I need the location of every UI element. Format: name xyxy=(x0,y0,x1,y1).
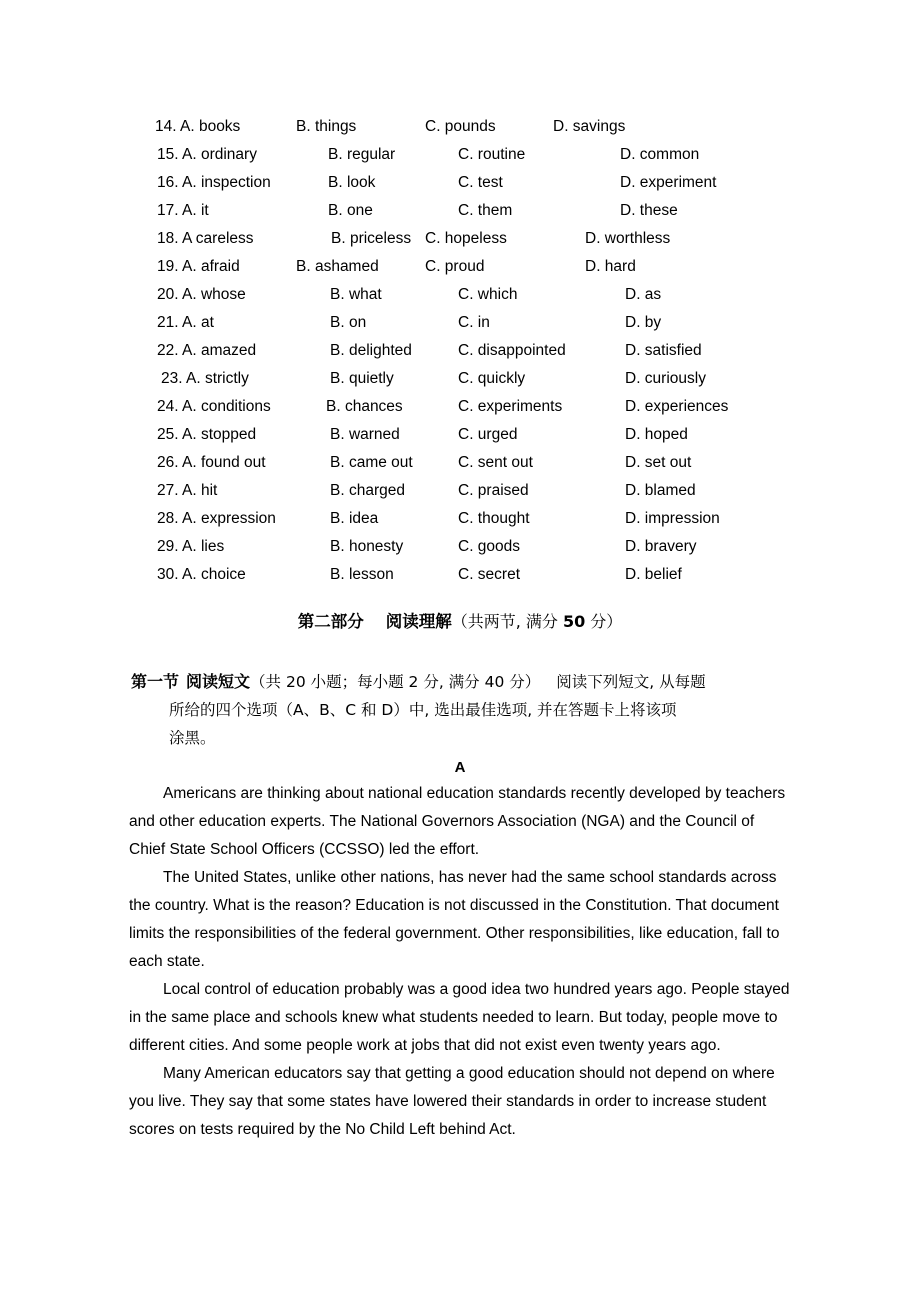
section-one-instructions-line3: 涂黑。 xyxy=(169,729,216,747)
cloze-option-d[interactable]: D. experiences xyxy=(625,398,729,415)
cloze-option-d[interactable]: D. impression xyxy=(625,510,720,527)
cloze-option-row xyxy=(0,141,920,169)
cloze-option-b[interactable]: B. delighted xyxy=(330,342,412,359)
cloze-option-c[interactable]: C. quickly xyxy=(458,370,526,387)
cloze-option-a[interactable]: 23. A. strictly xyxy=(161,370,249,387)
cloze-option-c[interactable]: C. sent out xyxy=(458,454,533,471)
cloze-option-row xyxy=(0,421,920,449)
cloze-option-row xyxy=(0,309,920,337)
section-one-label: 第一节 xyxy=(131,672,180,691)
cloze-option-d[interactable]: D. set out xyxy=(625,454,692,471)
cloze-option-row xyxy=(0,253,920,281)
section-one-instructions-line2: 所给的四个选项（A、B、C 和 D）中, 选出最佳选项, 并在答题卡上将该项 xyxy=(169,701,677,719)
cloze-option-a[interactable]: 14. A. books xyxy=(155,118,241,135)
cloze-option-b[interactable]: B. quietly xyxy=(330,370,394,387)
part-two-paren-close: 分） xyxy=(585,612,623,631)
cloze-option-a[interactable]: 27. A. hit xyxy=(157,482,218,499)
cloze-option-b[interactable]: B. one xyxy=(328,202,373,219)
cloze-option-b[interactable]: B. idea xyxy=(330,510,379,527)
cloze-option-a[interactable]: 19. A. afraid xyxy=(157,258,240,275)
cloze-option-row xyxy=(0,533,920,561)
cloze-option-d[interactable]: D. blamed xyxy=(625,482,696,499)
section-one-scoring: （共 20 小题；每小题 2 分, 满分 40 分） xyxy=(250,673,541,691)
part-two-paren-open: （共两节, 满分 xyxy=(451,612,563,631)
cloze-option-c[interactable]: C. goods xyxy=(458,538,521,555)
cloze-option-b[interactable]: B. came out xyxy=(330,454,413,471)
passage-a-body xyxy=(129,780,792,1144)
cloze-option-b[interactable]: B. regular xyxy=(328,146,396,163)
cloze-option-b[interactable]: B. lesson xyxy=(330,566,394,583)
cloze-option-a[interactable]: 20. A. whose xyxy=(157,286,246,303)
cloze-option-b[interactable]: B. on xyxy=(330,314,367,331)
cloze-option-d[interactable]: D. satisfied xyxy=(625,342,702,359)
cloze-option-d[interactable]: D. curiously xyxy=(625,370,706,387)
cloze-option-d[interactable]: D. by xyxy=(625,314,662,331)
cloze-option-c[interactable]: C. disappointed xyxy=(458,342,566,359)
cloze-option-b[interactable]: B. honesty xyxy=(330,538,404,555)
cloze-option-b[interactable]: B. ashamed xyxy=(296,258,379,275)
cloze-option-c[interactable]: C. urged xyxy=(458,426,518,443)
cloze-option-b[interactable]: B. what xyxy=(330,286,382,303)
part-two-label: 第二部分 xyxy=(297,612,364,631)
cloze-options-list xyxy=(0,113,920,589)
cloze-option-row xyxy=(0,477,920,505)
cloze-option-d[interactable]: D. common xyxy=(620,146,700,163)
cloze-option-c[interactable]: C. pounds xyxy=(425,118,496,135)
cloze-option-a[interactable]: 25. A. stopped xyxy=(157,426,257,443)
cloze-option-row xyxy=(0,505,920,533)
cloze-option-d[interactable]: D. belief xyxy=(625,566,682,583)
cloze-option-c[interactable]: C. in xyxy=(458,314,490,331)
cloze-option-b[interactable]: B. warned xyxy=(330,426,400,443)
cloze-option-a[interactable]: 26. A. found out xyxy=(157,454,266,471)
cloze-option-a[interactable]: 15. A. ordinary xyxy=(157,146,257,163)
cloze-option-a[interactable]: 30. A. choice xyxy=(157,566,246,583)
passage-paragraph: Many American educators say that getting a good education should not depend on where you live. They say that some states have lowered their standards in order to increase student scores on tests required by the No Child Left behind Act. xyxy=(129,1065,775,1138)
passage-paragraph: The United States, unlike other nations, has never had the same school standards across the country. What is the reason? Education is not discussed in the Constitution. That document limits the responsibilities of the federal government. Other responsibilities, like education, fall to each state. xyxy=(129,869,780,970)
cloze-option-b[interactable]: B. chances xyxy=(326,398,403,415)
cloze-option-a[interactable]: 22. A. amazed xyxy=(157,342,257,359)
section-one-title: 阅读短文 xyxy=(186,672,251,691)
passage-a-label: A xyxy=(454,759,466,776)
cloze-option-a[interactable]: 21. A. at xyxy=(157,314,214,331)
cloze-option-c[interactable]: C. experiments xyxy=(458,398,563,415)
cloze-option-a[interactable]: 17. A. it xyxy=(157,202,209,219)
passage-paragraph: Americans are thinking about national education standards recently developed by teachers and other education experts. The National Governors Association (NGA) and the Council of Chief State School Officers (CCSSO) led the effort. xyxy=(129,785,786,858)
cloze-option-c[interactable]: C. them xyxy=(458,202,513,219)
cloze-option-c[interactable]: C. praised xyxy=(458,482,529,499)
cloze-option-c[interactable]: C. routine xyxy=(458,146,526,163)
cloze-option-row xyxy=(0,561,920,589)
cloze-option-row xyxy=(0,281,920,309)
cloze-option-row xyxy=(0,169,920,197)
cloze-option-b[interactable]: B. charged xyxy=(330,482,405,499)
cloze-option-a[interactable]: 24. A. conditions xyxy=(157,398,271,415)
cloze-option-d[interactable]: D. these xyxy=(620,202,678,219)
cloze-option-row xyxy=(0,113,920,141)
cloze-option-d[interactable]: D. as xyxy=(625,286,662,303)
section-one-instructions-line1 xyxy=(131,668,706,696)
cloze-option-a[interactable]: 16. A. inspection xyxy=(157,174,271,191)
cloze-option-row xyxy=(0,449,920,477)
cloze-option-c[interactable]: C. which xyxy=(458,286,518,303)
part-two-title: 阅读理解 xyxy=(385,612,452,631)
cloze-option-row xyxy=(0,197,920,225)
cloze-option-d[interactable]: D. worthless xyxy=(585,230,671,247)
cloze-option-row xyxy=(0,393,920,421)
cloze-option-b[interactable]: B. priceless xyxy=(331,230,412,247)
cloze-option-a[interactable]: 18. A careless xyxy=(157,230,254,247)
cloze-option-c[interactable]: C. thought xyxy=(458,510,530,527)
cloze-option-c[interactable]: C. proud xyxy=(425,258,485,275)
section-one-directions-start: 阅读下列短文, 从每题 xyxy=(556,673,706,691)
cloze-option-d[interactable]: D. bravery xyxy=(625,538,697,555)
passage-paragraph: Local control of education probably was a good idea two hundred years ago. People stayed in the same place and schools knew what students needed to learn. But today, people move to different cities. And some people work at jobs that did not exist even twenty years ago. xyxy=(129,981,790,1054)
cloze-option-row xyxy=(0,225,920,253)
cloze-option-d[interactable]: D. hoped xyxy=(625,426,688,443)
cloze-option-row xyxy=(0,365,920,393)
cloze-option-a[interactable]: 29. A. lies xyxy=(157,538,225,555)
cloze-option-b[interactable]: B. things xyxy=(296,118,357,135)
cloze-option-b[interactable]: B. look xyxy=(328,174,376,191)
part-two-heading xyxy=(0,609,920,635)
cloze-option-c[interactable]: C. test xyxy=(458,174,503,191)
cloze-option-c[interactable]: C. secret xyxy=(458,566,521,583)
cloze-option-d[interactable]: D. experiment xyxy=(620,174,717,191)
part-two-score: 50 xyxy=(562,612,586,631)
cloze-option-d[interactable]: D. savings xyxy=(553,118,626,135)
cloze-option-d[interactable]: D. hard xyxy=(585,258,636,275)
cloze-option-row xyxy=(0,337,920,365)
cloze-option-c[interactable]: C. hopeless xyxy=(425,230,507,247)
cloze-option-a[interactable]: 28. A. expression xyxy=(157,510,276,527)
